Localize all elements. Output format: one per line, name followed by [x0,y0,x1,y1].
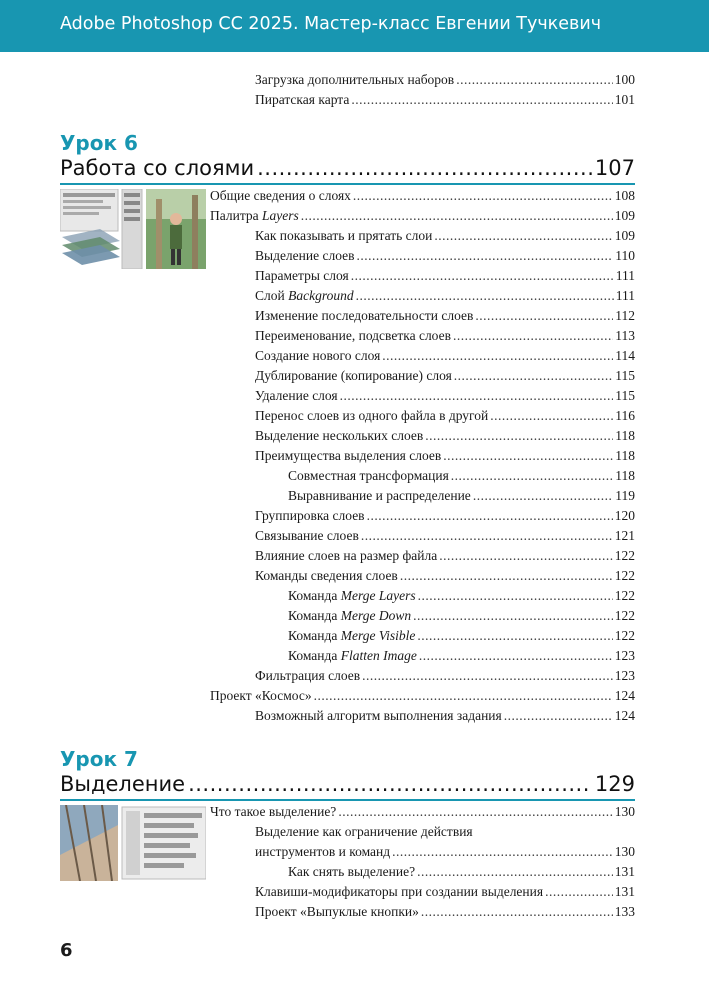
toc-entry[interactable]: Выделение нескольких слоев ..... 118 [255,427,635,445]
toc-entry[interactable]: Дублирование (копирование) слоя ..... 115 [255,367,635,385]
toc-entry[interactable]: Преимущества выделения слоев ..... 118 [255,447,635,465]
toc-entry[interactable]: Что такое выделение? ..... 130 [210,803,635,821]
chapter-7-rule [60,799,635,801]
page-number: 6 [60,940,73,961]
toc-entry[interactable]: Выравнивание и распределение ..... 119 [288,487,635,505]
toc-entry[interactable]: Команда Merge Down ..... 122 [288,607,635,625]
toc-entry[interactable]: Загрузка дополнительных наборов ..... 100 [255,71,635,89]
toc-entry[interactable]: Фильтрация слоев ..... 123 [255,667,635,685]
chapter-6-page: 107 [594,156,635,180]
lesson-6-label: Урок 6 [60,131,138,155]
toc-entry[interactable]: Палитра Layers ..... 109 [210,207,635,225]
chapter-6-heading[interactable] [60,156,635,184]
toc-entry[interactable]: Переименование, подсветка слоев ..... 113 [255,327,635,345]
chapter-6-title: Работа со слоями [60,156,255,180]
toc-entry[interactable]: Совместная трансформация ..... 118 [288,467,635,485]
chapter-7-heading[interactable] [60,772,635,800]
toc-entry[interactable]: Пиратская карта ..... 101 [255,91,635,109]
toc-entry[interactable]: Создание нового слоя ..... 114 [255,347,635,365]
book-title: Adobe Photoshop CC 2025. Мастер-класс Евгении Тучкевич [60,14,602,34]
lesson-6-illustration [60,189,206,269]
chapter-7-page: 129 [594,772,635,796]
toc-entry[interactable]: Параметры слоя ..... 111 [255,267,635,285]
lesson-7-illustration [60,805,206,881]
toc-entry[interactable]: Проект «Выпуклые кнопки» ..... 133 [255,903,635,921]
lesson-7-label: Урок 7 [60,747,138,771]
book-title-bar [0,0,709,52]
chapter-7-title: Выделение [60,772,186,796]
toc-entry[interactable]: Выделение как ограничение действия [255,824,473,839]
toc-entry[interactable]: Общие сведения о слоях ..... 108 [210,187,635,205]
toc-entry[interactable]: Влияние слоев на размер файла ..... 122 [255,547,635,565]
toc-entry[interactable]: Выделение слоев ..... 110 [255,247,635,265]
toc-entry[interactable]: Команда Merge Layers ..... 122 [288,587,635,605]
toc-entry[interactable]: Группировка слоев ..... 120 [255,507,635,525]
toc-entry[interactable]: Команда Flatten Image ..... 123 [288,647,635,665]
toc-entry[interactable]: Перенос слоев из одного файла в другой ..... 116 [255,407,635,425]
toc-entry[interactable]: Как снять выделение? ..... 131 [288,863,635,881]
toc-entry[interactable]: Проект «Космос» ..... 124 [210,687,635,705]
toc-entry[interactable]: Как показывать и прятать слои ..... 109 [255,227,635,245]
toc-entry[interactable]: Возможный алгоритм выполнения задания ..... 124 [255,707,635,725]
toc-entry[interactable]: Удаление слоя ..... 115 [255,387,635,405]
toc-entry[interactable]: Команды сведения слоев ..... 122 [255,567,635,585]
toc-entry[interactable]: Команда Merge Visible ..... 122 [288,627,635,645]
toc-entry[interactable]: Изменение последовательности слоев ..... 112 [255,307,635,325]
toc-entry[interactable]: Связывание слоев ..... 121 [255,527,635,545]
toc-entry[interactable]: инструментов и команд ..... 130 [255,843,635,861]
chapter-6-rule [60,183,635,185]
toc-entry[interactable]: Слой Background ..... 111 [255,287,635,305]
toc-entry[interactable]: Клавиши-модификаторы при создании выделения ..... 131 [255,883,635,901]
